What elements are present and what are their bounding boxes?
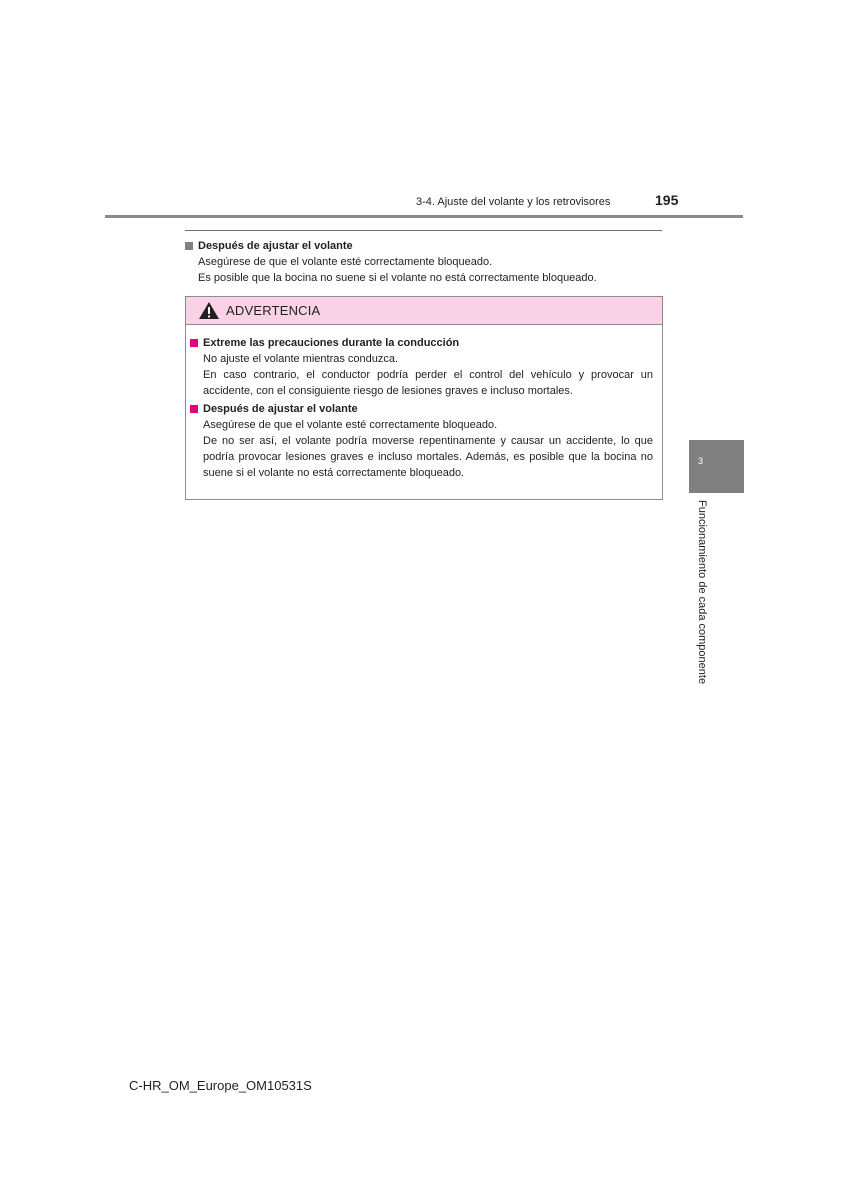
warning-item-heading [190, 401, 653, 417]
section-line-1: Asegúrese de que el volante esté correctamente bloqueado. [198, 256, 493, 268]
chapter-label: Funcionamiento de cada componente [696, 500, 708, 685]
section-line-2: Es posible que la bocina no suene si el volante no está correctamente bloqueado. [198, 272, 597, 284]
page-number: 195 [655, 192, 679, 208]
square-bullet-icon [190, 339, 198, 347]
footer-code: C-HR_OM_Europe_OM10531S [129, 1078, 312, 1093]
square-bullet-icon [190, 405, 198, 413]
warning-item-title: Extreme las precauciones durante la conducción [203, 337, 460, 349]
square-bullet-icon [185, 242, 193, 250]
warning-item-text: Asegúrese de que el volante esté correctamente bloqueado. De no ser así, el volante podría moverse repentinamente y causar un accidente, lo que podría provocar lesiones graves e incluso mortales. Además, es posible que la bocina no suene si el volante no está correctamente bloqueado. [203, 419, 653, 479]
warning-triangle-icon [198, 301, 220, 320]
warning-box [185, 296, 663, 500]
header-rule [105, 215, 743, 218]
top-rule [185, 230, 662, 231]
warning-header [186, 297, 662, 325]
header-section-title: 3-4. Ajuste del volante y los retrovisores [416, 196, 611, 208]
warning-item [190, 401, 653, 481]
section-heading [185, 238, 663, 254]
warning-label: ADVERTENCIA [226, 303, 321, 318]
warning-item-heading [190, 335, 653, 351]
warning-body [186, 325, 662, 481]
section-title: Después de ajustar el volante [198, 240, 353, 252]
warning-item [190, 335, 653, 399]
info-section [185, 238, 663, 286]
warning-item-text: No ajuste el volante mientras conduzca. En caso contrario, el conductor podría perder el control del vehículo y provocar un accidente, con el consiguiente riesgo de lesiones graves e incluso mortales. [203, 353, 653, 397]
chapter-number: 3 [698, 456, 704, 466]
chapter-tab [689, 440, 744, 493]
warning-item-title: Después de ajustar el volante [203, 403, 358, 415]
